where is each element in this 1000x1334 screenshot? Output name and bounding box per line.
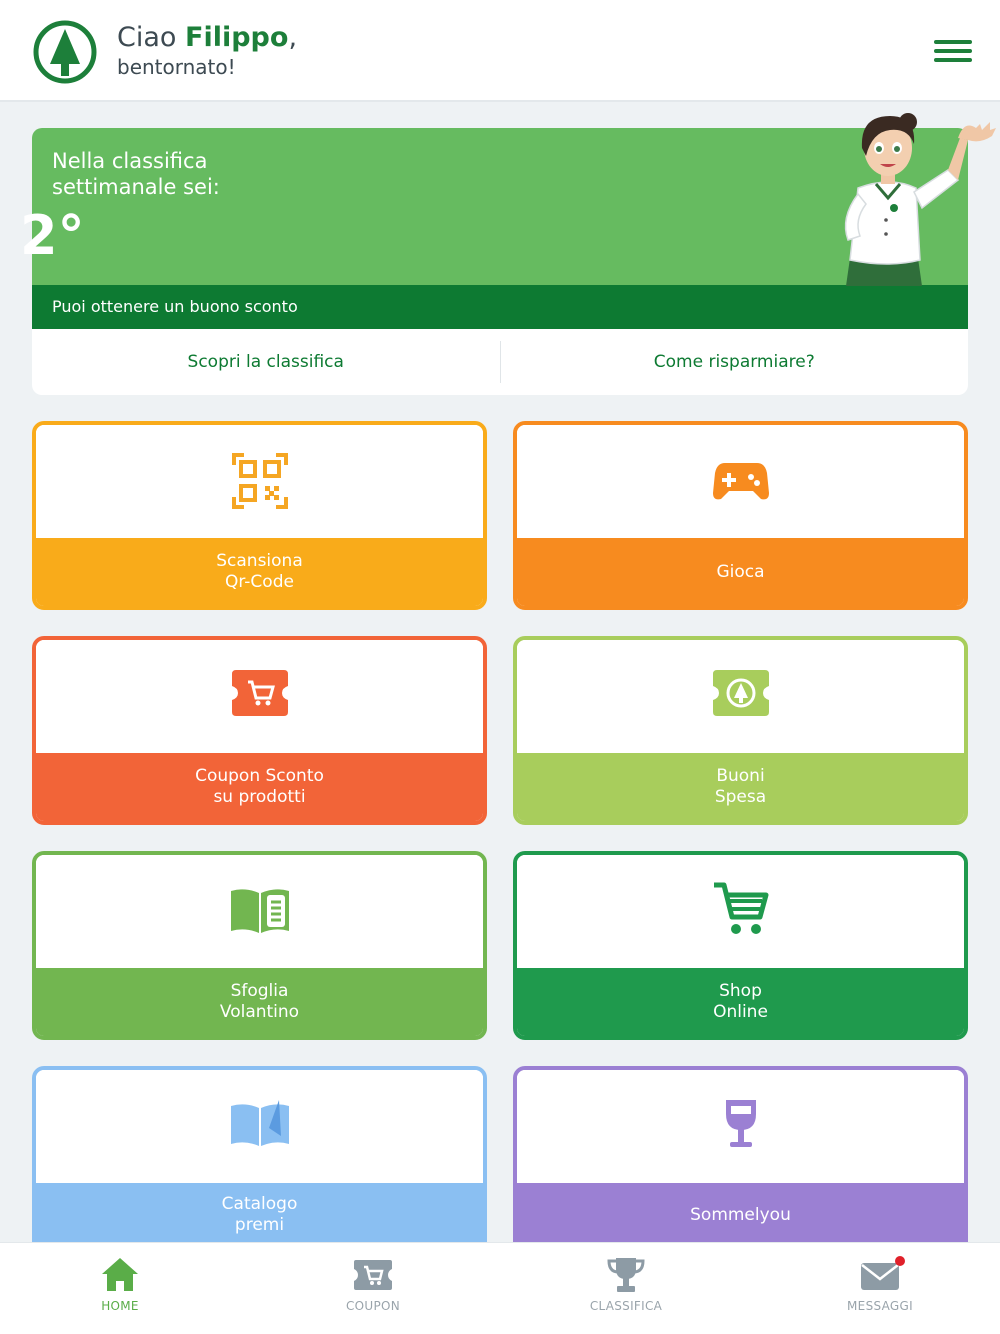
tile-icon-area <box>517 855 964 968</box>
tile-label-line1: Gioca <box>716 561 765 582</box>
trophy-icon <box>606 1255 646 1295</box>
tile-icon-area <box>517 1070 964 1183</box>
brand-logo <box>33 20 97 84</box>
greeting-suffix: , <box>288 22 298 53</box>
mascot-illustration <box>798 108 998 286</box>
gamepad-icon <box>713 459 769 503</box>
tile-label <box>36 538 483 606</box>
nav-messages[interactable] <box>780 1243 980 1334</box>
ranking-title <box>52 148 220 200</box>
tile-label-line1: Shop <box>719 981 762 1001</box>
tile-label-line1: Buoni <box>716 766 765 786</box>
tile-label-line1: Coupon Sconto <box>195 766 324 786</box>
shopping-cart-icon <box>712 881 770 937</box>
greeting <box>117 22 297 80</box>
shop-online-tile[interactable] <box>513 851 968 1040</box>
voucher-icon <box>713 670 769 716</box>
tile-label-line1: Sommelyou <box>690 1205 791 1225</box>
ranking-links <box>32 329 968 395</box>
tile-label <box>517 968 964 1036</box>
ranking-reward-bar: Puoi ottenere un buono sconto <box>32 285 968 329</box>
tile-label-line2: Qr-Code <box>225 572 294 592</box>
ranking-title-line2: settimanale sei: <box>52 175 220 199</box>
tile-label-line2: su prodotti <box>213 787 306 807</box>
greeting-line <box>117 22 297 54</box>
tile-label <box>36 968 483 1036</box>
sommelyou-tile[interactable] <box>513 1066 968 1266</box>
greeting-subtitle: bentornato! <box>117 55 236 79</box>
coupon-icon <box>353 1255 393 1295</box>
rewards-catalog-tile[interactable] <box>32 1066 487 1266</box>
coupon-cart-icon <box>232 670 288 716</box>
tile-label-line1: Scansiona <box>216 551 303 571</box>
tile-label <box>36 753 483 821</box>
discount-coupon-tile[interactable] <box>32 636 487 825</box>
tile-label-line2: Spesa <box>714 787 767 807</box>
nav-ranking-label: CLASSIFICA <box>589 1299 663 1313</box>
tile-icon-area <box>36 425 483 538</box>
ranking-title-line1: Nella classifica <box>52 149 208 173</box>
qr-code-icon <box>230 451 290 511</box>
shopping-vouchers-tile[interactable] <box>513 636 968 825</box>
nav-coupon[interactable] <box>273 1243 473 1334</box>
play-game-tile[interactable] <box>513 421 968 610</box>
mail-icon <box>860 1255 900 1295</box>
bottom-navigation <box>0 1242 1000 1334</box>
nav-ranking[interactable] <box>526 1243 726 1334</box>
tile-label-line2: premi <box>234 1215 285 1235</box>
nav-home[interactable] <box>20 1243 220 1334</box>
home-icon <box>100 1255 140 1295</box>
tile-label-line1: Sfoglia <box>230 981 289 1001</box>
unread-badge <box>895 1256 905 1266</box>
tile-label-line2: Online <box>713 1002 768 1022</box>
tile-icon-area <box>36 1070 483 1183</box>
ranking-position: 2° <box>20 204 85 267</box>
nav-home-label: HOME <box>101 1299 139 1313</box>
wine-glass-icon <box>723 1098 759 1150</box>
user-name: Filippo <box>185 22 289 53</box>
tile-icon-area <box>36 640 483 753</box>
nav-messages-label: MESSAGGI <box>847 1299 913 1313</box>
tile-label <box>517 538 964 606</box>
tile-icon-area <box>36 855 483 968</box>
browse-flyer-tile[interactable] <box>32 851 487 1040</box>
app-header <box>0 0 1000 102</box>
nav-coupon-label: COUPON <box>345 1299 401 1313</box>
how-to-save-link[interactable]: Come risparmiare? <box>653 352 815 372</box>
tile-label-line1: Catalogo <box>221 1194 298 1214</box>
greeting-prefix: Ciao <box>117 22 186 53</box>
tile-icon-area <box>517 640 964 753</box>
tile-label <box>517 753 964 821</box>
tile-icon-area <box>517 425 964 538</box>
catalog-icon <box>229 1098 291 1148</box>
open-book-icon <box>229 887 291 935</box>
hamburger-menu-icon[interactable] <box>934 40 972 66</box>
scan-qr-code-tile[interactable] <box>32 421 487 610</box>
discover-ranking-link[interactable]: Scopri la classifica <box>187 352 344 372</box>
tile-label-line2: Volantino <box>219 1002 300 1022</box>
